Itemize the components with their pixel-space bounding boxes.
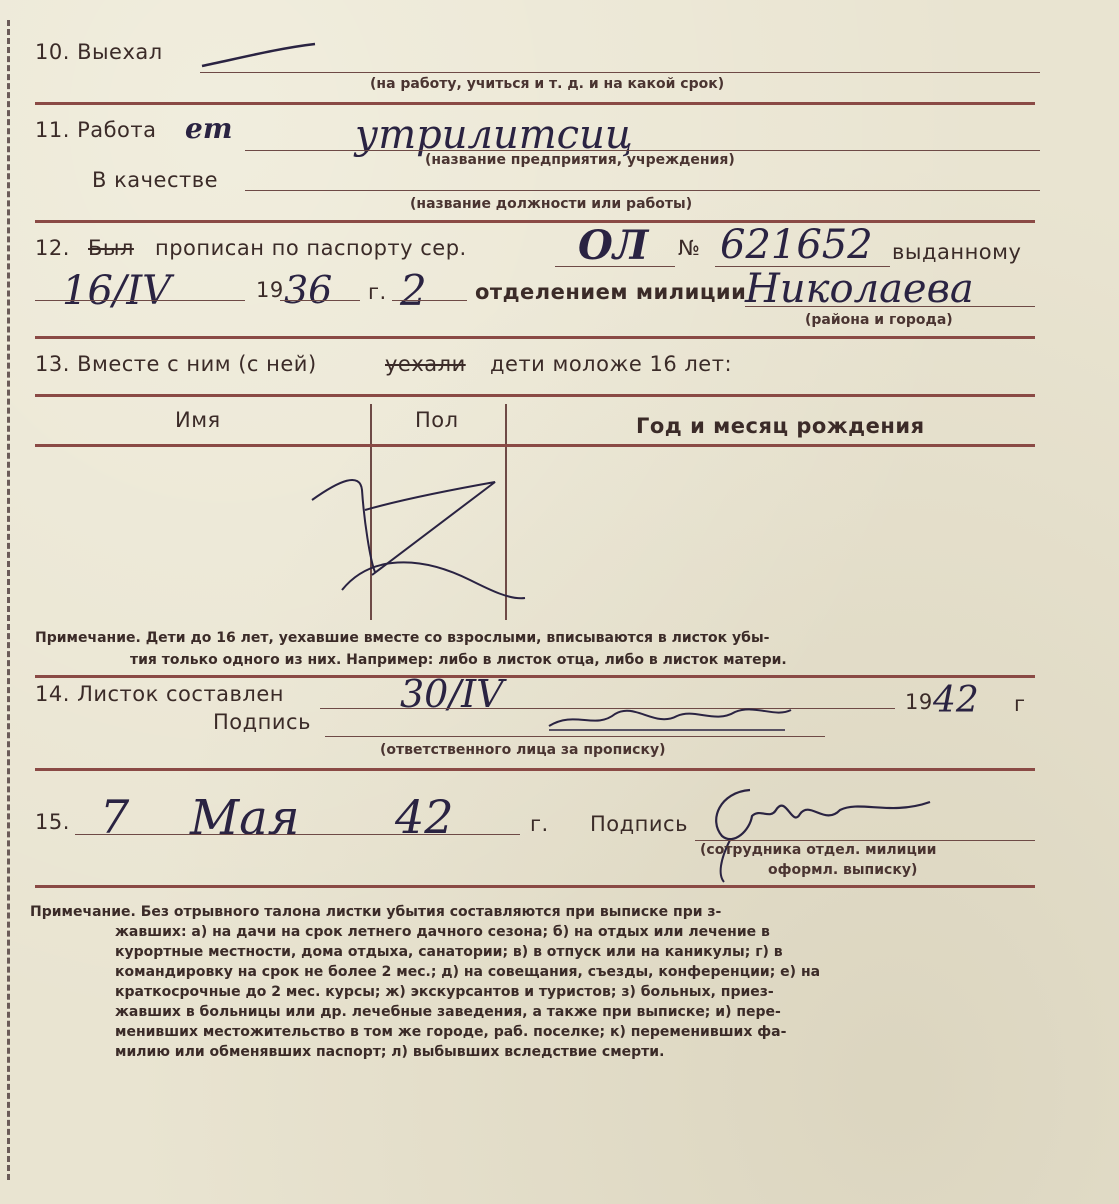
section12-dept-value: 2 (400, 266, 427, 315)
rule-after-section13 (35, 675, 1035, 678)
section12-date-value: 16/IV (62, 268, 172, 314)
section12-year-prefix: 19 (256, 278, 284, 302)
section15-signature-underline (695, 840, 1035, 841)
perforation-line (7, 20, 10, 1180)
section12-number-value: 621652 (720, 222, 873, 268)
table-header-birth: Год и месяц рождения (636, 414, 925, 438)
section10-ink-stroke (200, 40, 320, 70)
section11-position-hint: (название должности или работы) (410, 196, 693, 212)
table-top-rule (35, 394, 1035, 397)
section11-work-underline (245, 150, 1040, 151)
section13-struck-word: уехали (385, 352, 466, 376)
section12-city-hint: (района и города) (805, 312, 953, 328)
table-header-sex: Пол (415, 408, 459, 432)
section14-year-value: 42 (933, 680, 979, 721)
section13-note-line2: тия только одного из них. Например: либо в листок отца, либо в листок матери. (130, 652, 787, 668)
rule-after-section11 (35, 220, 1035, 223)
section12-year-suffix: г. (368, 280, 387, 304)
footnote-block (30, 902, 1040, 1062)
section12-city-value: Николаева (745, 266, 974, 312)
section15-signature-label: Подпись (590, 812, 688, 836)
section11-position-underline (245, 190, 1040, 191)
section14-year-suffix: г (1014, 692, 1026, 716)
section10-label: 10. Выехал (35, 40, 163, 64)
section14-signature (545, 700, 795, 740)
section10-hint: (на работу, учиться и т. д. и на какой срок) (370, 76, 725, 92)
table-crossout-mark (300, 460, 540, 610)
section12-city-underline (745, 306, 1035, 307)
section12-dept-label: отделением милиции (475, 280, 747, 304)
section14-year-prefix: 19 (905, 690, 933, 714)
footnote-line: милию или обменявших паспорт; л) выбывших вследствие смерти. (115, 1044, 665, 1060)
table-header-name: Имя (175, 408, 221, 432)
footnote-line: жавших: а) на дачи на срок летнего дачного сезона; б) на отдых или лечение в (115, 924, 770, 940)
section12-struck-word: Был (88, 236, 134, 260)
section15-year-value: 42 (395, 790, 454, 844)
section11-position-label: В качестве (92, 168, 219, 192)
section12-number-label: № (678, 236, 701, 260)
section12-series-underline (555, 266, 675, 267)
footnote-line: Примечание. Без отрывного талона листки убытия составляются при выписке при з- (30, 904, 722, 920)
section12-date-underline (35, 300, 245, 301)
footnote-line: краткосрочные до 2 мес. курсы; ж) экскурсантов и туристов; з) больных, приез- (115, 984, 774, 1000)
section15-label: 15. (35, 810, 70, 834)
section14-signature-label: Подпись (213, 710, 311, 734)
section12-year-value: 36 (284, 268, 333, 312)
section10-underline (200, 72, 1040, 73)
section12-issued-label: выданному (892, 240, 1022, 264)
section14-signature-underline (325, 736, 825, 737)
rule-after-section12 (35, 336, 1035, 339)
footnote-line: командировку на срок не более 2 мес.; д) на совещания, съезды, конференции; е) на (115, 964, 821, 980)
rule-after-section14 (35, 768, 1035, 771)
section13-label-start: 13. Вместе с ним (с ней) (35, 352, 317, 376)
section14-hint: (ответственного лица за прописку) (380, 742, 666, 758)
rule-after-section15 (35, 885, 1035, 888)
footnote-line: менивших местожительство в том же городе, раб. поселке; к) переменивших фа- (115, 1024, 787, 1040)
section15-hint-line1: (сотрудника отдел. милиции (700, 842, 937, 858)
section15-hint-line2: оформл. выписку) (768, 862, 918, 878)
section11-enterprise-hint: (название предприятия, учреждения) (425, 152, 735, 168)
section11-label-suffix: ет (185, 112, 233, 145)
section12-series-value: ОЛ (578, 222, 649, 269)
footnote-line: жавших в больницы или др. лечебные заведения, а также при выписке; и) пере- (115, 1004, 781, 1020)
section11-work-value: утрилитсиц (355, 112, 633, 158)
section12-year-underline (280, 300, 360, 301)
table-header-rule (35, 444, 1035, 447)
section14-date-value: 30/IV (400, 672, 504, 716)
section15-year-suffix: г. (530, 812, 549, 836)
section12-number: 12. (35, 236, 70, 260)
footnote-line: курортные местности, дома отдыха, санатории; в) в отпуск или на каникулы; г) в (115, 944, 783, 960)
section15-date-underline (75, 834, 520, 835)
section14-label: 14. Листок составлен (35, 682, 284, 706)
section13-label-end: дети моложе 16 лет: (490, 352, 733, 376)
section11-label: 11. Работа (35, 118, 157, 142)
section12-dept-underline (392, 300, 467, 301)
section13-note-line1: Примечание. Дети до 16 лет, уехавшие вместе со взрослыми, вписываются в листок убы- (35, 630, 770, 646)
section15-month-value: Мая (190, 790, 300, 846)
section15-day-value: 7 (100, 790, 130, 844)
rule-after-section10 (35, 102, 1035, 105)
section12-label: прописан по паспорту сер. (155, 236, 467, 260)
